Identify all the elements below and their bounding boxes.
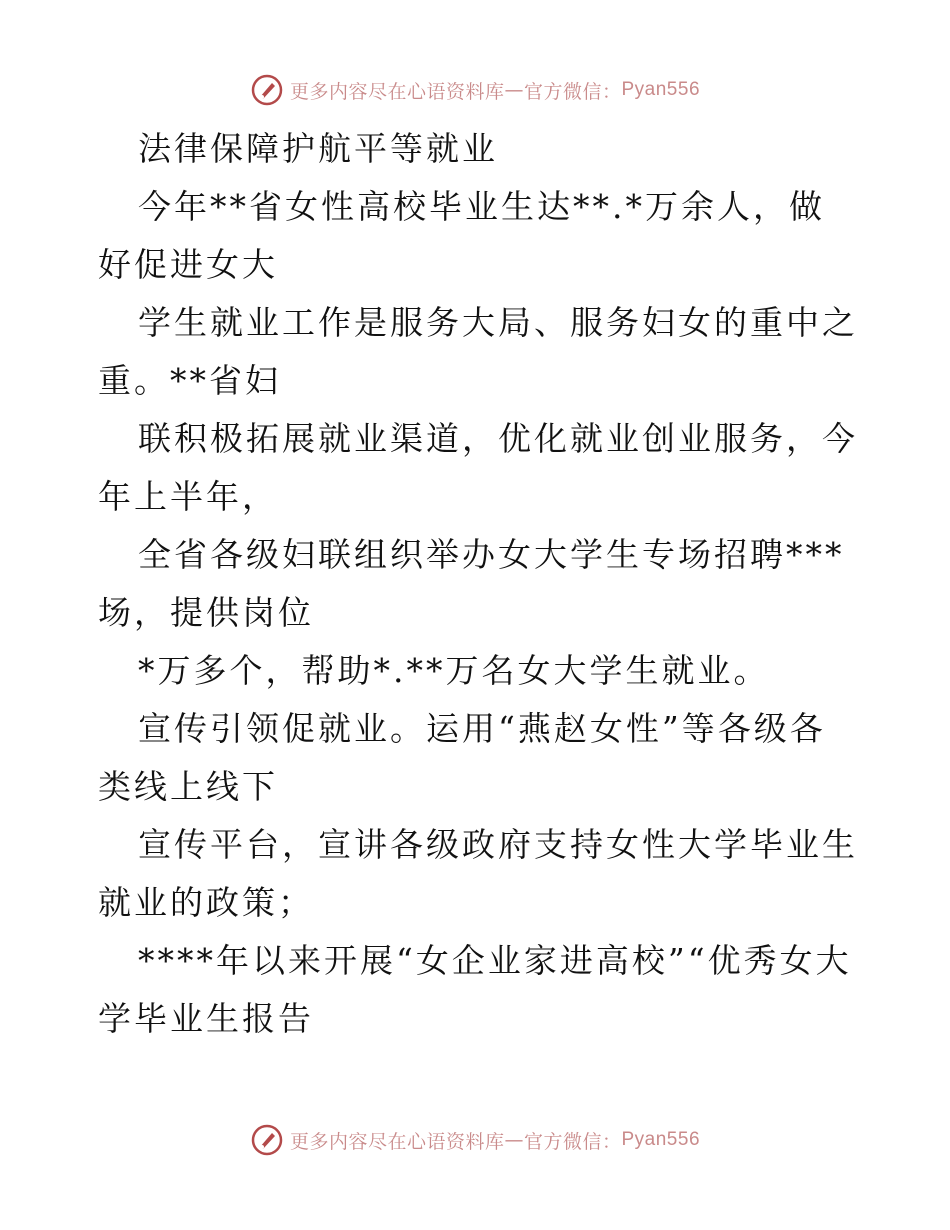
paragraph: 全省各级妇联组织举办女大学生专场招聘***场，提供岗位 [98, 535, 845, 632]
document-body [98, 120, 858, 1048]
watermark-contact-id: Pyan556 [621, 79, 701, 100]
watermark-header [0, 70, 950, 110]
paragraph: 法律保障护航平等就业 [138, 129, 498, 168]
pen-nib-circle-icon [250, 1123, 284, 1157]
paragraph: *万多个，帮助*.**万名女大学生就业。 [138, 651, 770, 690]
paragraph: 宣传引领促就业。运用“燕赵女性”等各级各类线上线下 [98, 709, 826, 806]
paragraph: 宣传平台，宣讲各级政府支持女性大学毕业生就业的政策； [98, 825, 858, 922]
paragraph: 今年**省女性高校毕业生达**.*万余人，做好促进女大 [98, 187, 825, 284]
paragraph: 联积极拓展就业渠道，优化就业创业服务，今年上半年， [98, 419, 858, 516]
watermark-footer [0, 1120, 950, 1160]
watermark-separator: — [504, 1129, 524, 1151]
watermark-contact-label: 官方微信： [523, 1130, 622, 1153]
paragraph: ****年以来开展“女企业家进高校”“优秀女大学毕业生报告 [98, 941, 852, 1038]
watermark-brand-text: 更多内容尽在心语资料库 [289, 1130, 505, 1153]
watermark-contact-id: Pyan556 [621, 1129, 701, 1150]
pen-nib-circle-icon [250, 73, 284, 107]
watermark-brand-text: 更多内容尽在心语资料库 [289, 80, 505, 103]
paragraph: 学生就业工作是服务大局、服务妇女的重中之重。**省妇 [98, 303, 858, 400]
watermark-contact-label: 官方微信： [523, 80, 622, 103]
watermark-separator: — [504, 79, 524, 101]
